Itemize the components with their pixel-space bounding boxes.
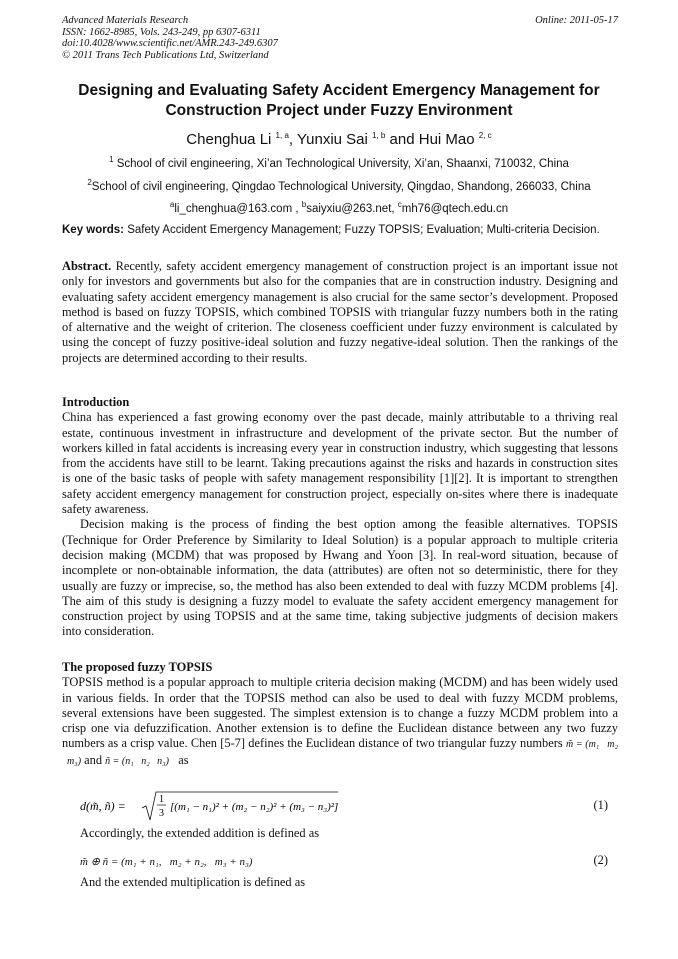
author-name: Yunxiu Sai <box>296 131 368 148</box>
abstract-text: Recently, safety accident emergency management of construction project is an important issue not only for investors and governments but also for the companies that are in construction industry. Designing and evaluating safety accident emergency management is also crucial for the same sector’s development. Proposed method is based on fuzzy TOPSIS, which combined TOPSIS with triangular fuzzy numbers both in the rating of alternative and the weight of criterion. The closeness coefficient under fuzzy environment is calculated by using the concept of fuzzy positive-ideal solution and fuzzy negative-ideal solution. Then the rankings of the projects are determined according to their results. <box>62 259 618 365</box>
author-sup: 2, c <box>478 131 492 140</box>
keywords <box>62 224 618 237</box>
svg-text:d(m̃, ñ) =: d(m̃, ñ) = <box>80 799 126 813</box>
equation-number: (2) <box>593 853 608 867</box>
paragraph: China has experienced a fast growing economy over the past decade, mainly attributable to a thriving real estate, continuous investment in infrastructure and development of the private sector. But the number of workers killed in fatal accidents is increasing every year in construction industry, which suggesting that lessons from the accidents have still to be learnt. Taking precautions against the risks and hazards in construction sites is one of the basic tasks of people with safety management responsibility [1][2]. It is important to strengthen safety accident emergency management for construction project, especially on-sites where there is inadequate safety awareness. <box>62 410 618 517</box>
author-list: Chenghua Li $^{1, a}$, Yunxiu Sai $^{1, b}$ and Hui Mao $^{2, c}$ <box>186 131 492 148</box>
email-link[interactable]: li_chenghua@163.com <box>174 203 293 215</box>
addition-formula: m̃ ⊕ ñ = (m₁ + n₁, m₂ + n₂, m₃ + n₃) <box>80 856 253 868</box>
svg-text:3: 3 <box>159 808 164 819</box>
author-sup: 1, a <box>275 131 289 140</box>
author-name: Hui Mao <box>418 131 475 148</box>
author-sup: 1, b <box>372 131 386 140</box>
section-heading: Introduction <box>62 395 130 409</box>
text-line: Accordingly, the extended addition is defined as <box>80 826 320 840</box>
section-heading: The proposed fuzzy TOPSIS <box>62 660 213 674</box>
journal-name: Advanced Materials Research <box>62 15 189 26</box>
affiliation-1: $^1$ School of civil engineering, Xi’an Technological University, Xi’an, Shaanxi, 710032, China <box>109 155 569 170</box>
keywords-label: Key words: <box>62 224 124 236</box>
email-link[interactable]: mh76@qtech.edu.cn <box>401 203 509 215</box>
svg-text:1: 1 <box>159 794 164 805</box>
abstract-label: Abstract. <box>62 259 112 273</box>
journal-header <box>62 15 618 61</box>
text-line: And the extended multiplication is defined as <box>80 875 306 889</box>
equation-1 <box>62 788 618 824</box>
method-section <box>62 660 618 769</box>
email-link[interactable]: saiyxiu@263.net <box>306 203 392 215</box>
introduction-section <box>62 395 618 640</box>
equation-number: (1) <box>593 798 608 812</box>
paragraph: Decision making is the process of finding the best option among the feasible alternatives. TOPSIS (Technique for Order Preference by Similarity to Ideal Solution) is a popular approach to multiple criteria decision making (MCDM) that was proposed by Hwang and Yoon [3]. In real-word situation, because of incomplete or non-obtainable information, the data (attributes) are often not so deterministic, there for they usually are fuzzy or imprecise, so, the method has also been extended to deal with fuzzy MCDM problems [4]. The aim of this study is designing a fuzzy model to evaluate the safety accident emergency management for construction project by using TOPSIS and at the same time, taking subjective judgments of decision makers into consideration. <box>62 517 618 639</box>
affiliation-2: $^2$School of civil engineering, Qingdao Technological University, Qingdao, Shandong, 266033, China <box>87 178 591 193</box>
copyright: © 2011 Trans Tech Publications Ltd, Switzerland <box>62 49 269 61</box>
paper-title: Designing and Evaluating Safety Accident Emergency Management for Construction Project under Fuzzy Environment <box>78 82 600 119</box>
author-name: Chenghua Li <box>186 131 272 148</box>
svg-text:[(m₁ − n₁)² + (m₂ − n₂)² + (m₃: [(m₁ − n₁)² + (m₂ − n₂)² + (m₃ − n₃)²] <box>170 801 339 813</box>
doi: doi:10.4028/www.scientific.net/AMR.243-249.6307 <box>62 38 278 49</box>
fuzzy-number-n: ñ = (n₁ n₂ n₃) <box>105 755 169 767</box>
equation-2 <box>62 853 618 871</box>
author-emails: $^a$li_chenghua@163.com , $^b$saiyxiu@263.net, $^c$mh76@qtech.edu.cn <box>169 200 509 215</box>
paragraph: TOPSIS method is a popular approach to multiple criteria decision making (MCDM) and has been widely used in various fields. In order that the TOPSIS method can also be used to deal with fuzzy MCDM problems, several extensions have been suggested. The simplest extension is to change a fuzzy MCDM problem into a crisp one via defuzzification. Another extension is to define the Euclidean distance between any two fuzzy numbers as a crisp value. Chen [5-7] defines the Euclidean distance of two triangular fuzzy numbers m̃ = (m₁ m₂ m₃) and ñ = (n₁ n₂ n₃) as <box>62 675 618 767</box>
abstract <box>62 259 618 366</box>
distance-formula <box>80 788 410 824</box>
keywords-text: Safety Accident Emergency Management; Fuzzy TOPSIS; Evaluation; Multi-criteria Decision. <box>127 224 600 236</box>
online-date: Online: 2011-05-17 <box>535 15 618 26</box>
issn: ISSN: 1662-8985, Vols. 243-249, pp 6307-6311 <box>62 26 261 38</box>
fuzzy-number-m: m̃ = (m₁ m₂ m₃) <box>62 739 618 767</box>
